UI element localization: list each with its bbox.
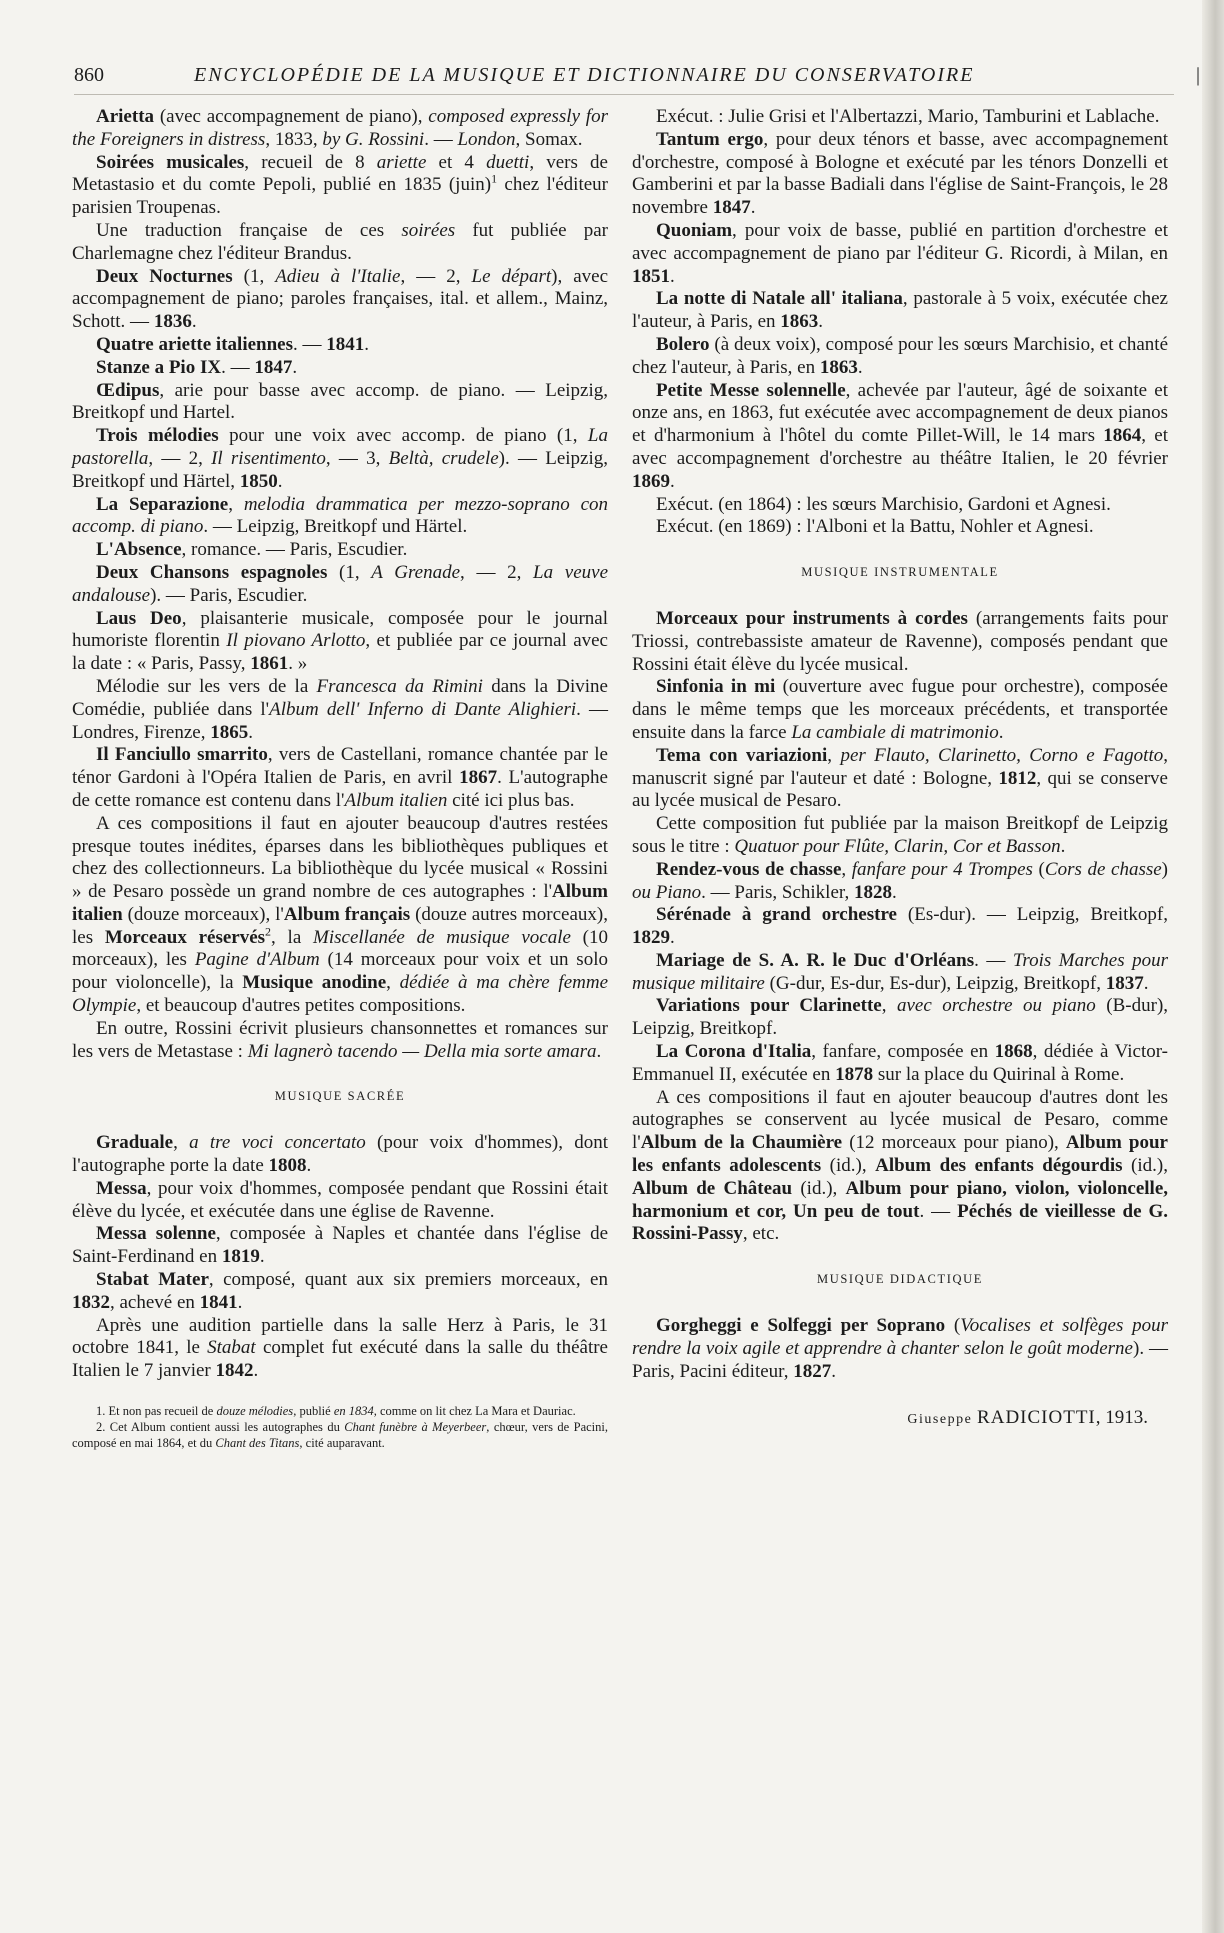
entry-soirees-musicales: Soirées musicales, recueil de 8 ariette et 4 duetti, vers de Metastasio et du comte Pepoli, publié en 1835 (juin)$^1$ chez l'éditeur parisien Troupenas. (72, 151, 608, 219)
entry-serenade: Sérénade à grand orchestre (Es-dur). — Leipzig, Breitkopf, 1829. (632, 904, 1168, 949)
entry-mariage-duc-orleans: Mariage de S. A. R. le Duc d'Orléans. — Trois Marches pour musique militaire (G-dur, Es-dur, Es-dur), Leipzig, Breitkopf, 1837. (632, 949, 1168, 994)
entry-traduction: Une traduction française de ces soirées fut publiée par Charlemagne chez l'éditeur Brandus. (72, 219, 609, 264)
entry-graduale: Graduale, a tre voci concertato (pour voix d'hommes), dont l'autographe porte la date 1808. (72, 1132, 609, 1177)
footnote-ref-1: 1 (491, 172, 498, 187)
paragraph-stabat-audition: Après une audition partielle dans la salle Herz à Paris, le 31 octobre 1841, le Stabat complet fut exécuté dans la salle du théâtre Italien le 7 janvier 1842. (72, 1314, 608, 1382)
page-header (74, 64, 1200, 95)
paragraph-execut-1864: Exécut. (en 1864) : les sœurs Marchisio, Gardoni et Agnesi. (656, 493, 1111, 515)
entry-arietta: Arietta (avec accompagnement de piano), composed expressly for the Foreigners in distress, 1833, by G. Rossini. — London, Somax. (72, 106, 608, 150)
entry-messa: Messa, pour voix d'hommes, composée pendant que Rossini était élève du lycée, et exécutée dans une église de Ravenne. (72, 1177, 608, 1222)
entry-la-notte-di-natale: La notte di Natale all' italiana, pastorale à 5 voix, exécutée chez l'auteur, à Paris, en 1863. (632, 288, 1168, 333)
entry-quoniam: Quoniam, pour voix de basse, publié en partition d'orchestre et avec accompagnement de piano par l'éditeur G. Ricordi, à Milan, en 1851. (632, 219, 1168, 287)
entry-il-fanciullo: Il Fanciullo smarrito, vers de Castellani, romance chantée par le ténor Gardoni à l'Opéra Italien de Paris, en avril 1867. L'autographe de cette romance est contenu dans l'Album italien cité ici plus bas. (72, 744, 608, 811)
entry-l-absence: L'Absence, romance. — Paris, Escudier. (96, 539, 408, 561)
entry-rendez-vous-de-chasse: Rendez-vous de chasse, fanfare pour 4 Trompes (Cors de chasse) ou Piano. — Paris, Schikler, 1828. (632, 858, 1168, 903)
paragraph-albums-pesaro: A ces compositions il faut en ajouter beaucoup d'autres dont les autographes se conservent au lycée musical de Pesaro, comme l'Album de la Chaumière (12 morceaux pour piano), Album pour les enfants adolescents (id.), Album des enfants dégourdis (id.), Album de Château (id.), Album pour piano, violon, violoncelle, harmonium et cor, Un peu de tout. — Péchés de vieillesse de G. Rossini-Passy, etc. (632, 1086, 1169, 1245)
page-number: 860 (74, 64, 104, 86)
entry-laus-deo: Laus Deo, plaisanterie musicale, composée pour le journal humoriste florentin Il piovano Arlotto, et publiée par ce journal avec la date : « Paris, Passy, 1861. » (72, 607, 608, 675)
paragraph-execut-stabat: Exécut. : Julie Grisi et l'Albertazzi, Mario, Tamburini et Lablache. (656, 106, 1160, 127)
page-binding-edge (1202, 0, 1224, 1933)
footnote-2: 2. Cet Album contient aussi les autographes du Chant funèbre à Meyerbeer, chœur, vers de Pacini, composé en mai 1864, et du Chant des Titans, cité auparavant. (72, 1420, 608, 1451)
entry-variations-clarinette: Variations pour Clarinette, avec orchestre ou piano (B-dur), Leipzig, Breitkopf. (632, 995, 1169, 1040)
paragraph-chansonnettes: En outre, Rossini écrivit plusieurs chansonnettes et romances sur les vers de Metastase : Mi lagnerò tacendo — Della mia sorte amara. (72, 1017, 608, 1062)
entry-melodie-francesca: Mélodie sur les vers de la Francesca da Rimini dans la Divine Comédie, publiée dans l'Album dell' Inferno di Dante Alighieri. — Londres, Firenze, 1865. (72, 675, 608, 743)
entry-tantum-ergo: Tantum ergo, pour deux ténors et basse, avec accompagnement d'orchestre, composé à Bologne et exécuté par les ténors Donzelli et Gamberini et par la basse Badiali dans l'église de Saint-François, le 28 novembre 1847. (632, 128, 1168, 219)
entry-la-corona-d-italia: La Corona d'Italia, fanfare, composée en 1868, dédiée à Victor-Emmanuel II, exécutée en 1878 sur la place du Quirinal à Rome. (632, 1041, 1169, 1085)
left-column (72, 106, 608, 1451)
footnote-1: 1. Et non pas recueil de douze mélodies, publié en 1834, comme on lit chez La Mara et Dauriac. (96, 1404, 576, 1419)
entry-la-separazione: La Separazione, melodia drammatica per mezzo-soprano con accomp. di piano. — Leipzig, Breitkopf und Härtel. (72, 493, 609, 538)
entry-messa-solenne: Messa solenne, composée à Naples et chantée dans l'église de Saint-Ferdinand en 1819. (72, 1223, 609, 1268)
entry-oedipus: Œdipus, arie pour basse avec accomp. de piano. — Leipzig, Breitkopf und Hartel. (72, 379, 608, 424)
entry-petite-messe: Petite Messe solennelle, achevée par l'auteur, âgé de soixante et onze ans, en 1863, fut exécutée avec accompagnement de deux pianos et d'harmonium à l'hôtel du comte Pillet-Will, le 14 mars 1864, et avec accompagnement d'orchestre au théâtre Italien, le 20 février 1869. (632, 379, 1168, 492)
section-heading-musique-sacree: MUSIQUE SACRÉE (274, 1089, 406, 1104)
running-title: ENCYCLOPÉDIE DE LA MUSIQUE ET DICTIONNAIRE DU CONSERVATOIRE (194, 64, 975, 86)
right-column (632, 106, 1168, 1432)
entry-quatre-ariette: Quatre ariette italiennes. — 1841. (96, 333, 369, 355)
entry-deux-chansons: Deux Chansons espagnoles (1, A Grenade, — 2, La veuve andalouse). — Paris, Escudier. (72, 561, 609, 606)
entry-tema-con-variazioni: Tema con variazioni, per Flauto, Clarinetto, Corno e Fagotto, manuscrit signé par l'auteur et daté : Bologne, 1812, qui se conserve au lycée musical de Pesaro. (632, 744, 1168, 812)
author-signature: Giuseppe RADICIOTTI, 1913. (907, 1407, 1148, 1429)
entry-stanze: Stanze a Pio IX. — 1847. (96, 356, 298, 378)
paragraph-autres-compositions: A ces compositions il faut en ajouter beaucoup d'autres restées presque toutes inédites, éparses dans les bibliothèques publiques et chez des collectionneurs. La bibliothèque du lycée musical « Rossini » de Pesaro possède un grand nombre de ces autographes : l'Album italien (douze morceaux), l'Album français (douze autres morceaux), les Morceaux réservés$^2$, la Miscellanée de musique vocale (10 morceaux), les Pagine d'Album (14 morceaux pour voix et un solo pour violoncelle), la Musique anodine, dédiée à ma chère femme Olympie, et beaucoup d'autres petites compositions. (72, 812, 609, 1017)
entry-deux-nocturnes: Deux Nocturnes (1, Adieu à l'Italie, — 2, Le départ), avec accompagnement de piano; paroles françaises, ital. et allem., Mainz, Schott. — 1836. (72, 265, 609, 333)
entry-sinfonia-in-mi: Sinfonia in mi (ouverture avec fugue pour orchestre), composée dans le même temps que les morceaux précédents, et transportée ensuite dans la farce La cambiale di matrimonio. (632, 676, 1168, 743)
footnotes (72, 1403, 608, 1451)
paragraph-execut-1869: Exécut. (en 1869) : l'Alboni et la Battu, Nohler et Agnesi. (656, 516, 1094, 538)
entry-gorgheggi: Gorgheggi e Solfeggi per Soprano (Vocalises et solfèges pour rendre la voix agile et apprendre à chanter selon le goût moderne). — Paris, Pacini éditeur, 1827. (632, 1315, 1169, 1382)
section-heading-musique-instrumentale: MUSIQUE INSTRUMENTALE (801, 565, 999, 580)
entry-bolero: Bolero (à deux voix), composé pour les sœurs Marchisio, et chanté chez l'auteur, à Paris, en 1863. (632, 333, 1168, 378)
entry-stabat-mater: Stabat Mater, composé, quant aux six premiers morceaux, en 1832, achevé en 1841. (72, 1269, 608, 1313)
section-heading-musique-didactique: MUSIQUE DIDACTIQUE (817, 1272, 983, 1287)
header-side-mark: | (1195, 64, 1200, 86)
entry-trois-melodies: Trois mélodies pour une voix avec accomp. de piano (1, La pastorella, — 2, Il risentimento, — 3, Beltà, crudele). — Leipzig, Breitkopf und Härtel, 1850. (72, 425, 608, 492)
footnote-ref-2: 2 (265, 924, 272, 939)
paragraph-quatuor: Cette composition fut publiée par la maison Breitkopf de Leipzig sous le titre : Quatuor pour Flûte, Clarin, Cor et Basson. (632, 813, 1168, 857)
entry-morceaux-cordes: Morceaux pour instruments à cordes (arrangements faits pour Triossi, contrebassiste amateur de Ravenne), composés pendant que Rossini était élève du lycée musical. (632, 607, 1168, 675)
